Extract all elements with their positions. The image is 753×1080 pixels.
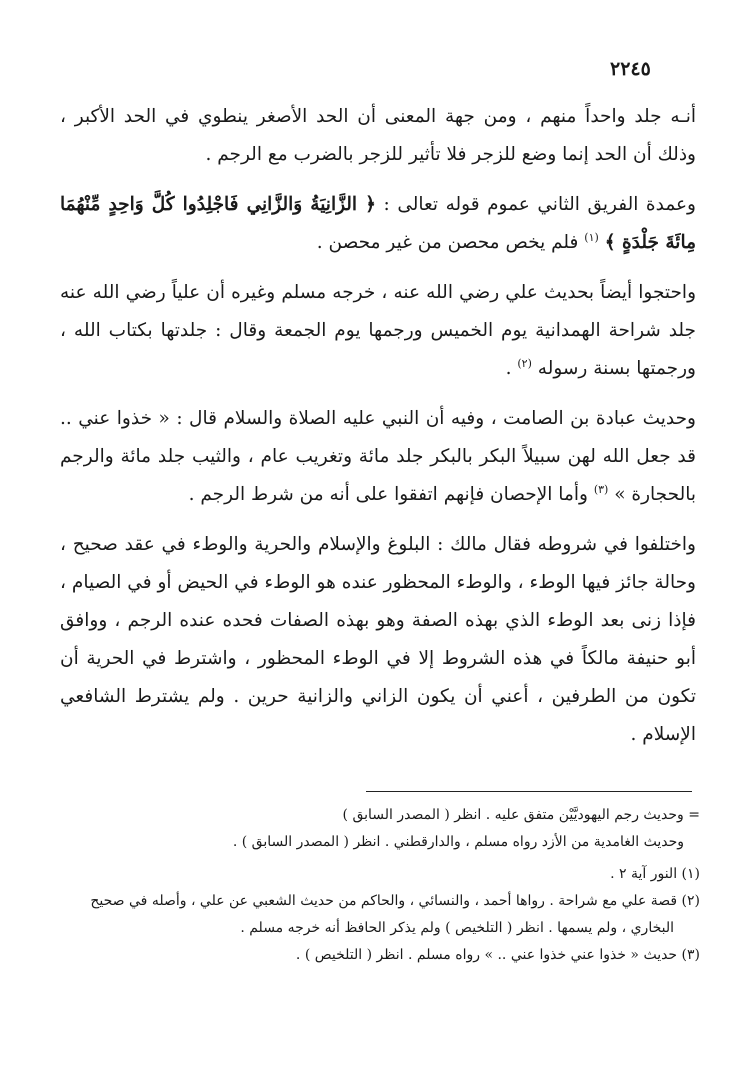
- paragraph-2: [60, 186, 696, 262]
- paragraph-1: أنـه جلد واحداً منهم ، ومن جهة المعنى أن الحد الأصغر ينطوي في الحد الأكبر ، وذلك أن الحد إنما وضع للزجر فلا تأثير للزجر بالضرب مع الرجم .: [60, 106, 696, 165]
- footnote-divider: [366, 791, 692, 792]
- paragraph-5: واختلفوا في شروطه فقال مالك : البلوغ والإسلام والحرية والوطء في عقد صحيح ، وحالة جائز فيها الوطء ، والوطء المحظور عنده هو الوطء في الحيض أو في الصيام ، فإذا زنى بعد الوطء الذي بهذه الصفة وهو بهذه الصفات فحده عنده الرجم ، ووافق أبو حنيفة مالكاً في هذه الشروط إلا في الوطء المحظور ، واشترط في الحرية أن تكون من الطرفين ، أعني أن يكون الزاني والزانية حرين . ولم يشترط الشافعي الإسلام .: [60, 534, 696, 745]
- paragraph-4-text: وحديث عبادة بن الصامت ، وفيه أن النبي عليه الصلاة والسلام قال : « خذوا عني .. قد جعل الله لهن سبيلاً البكر بالبكر جلد مائة وتغريب عام ، والثيب جلد مائة والرجم بالحجارة »: [60, 408, 696, 505]
- footnote-1: (١) النور آية ٢ .: [610, 866, 700, 882]
- paragraph-3: [60, 274, 696, 388]
- main-text: [60, 98, 696, 766]
- paragraph-3-tail: .: [505, 358, 518, 379]
- paragraph-2-lead: وعمدة الفريق الثاني عموم قوله تعالى :: [376, 194, 696, 215]
- paragraph-2-tail: فلم يخص محصن من غير محصن .: [316, 232, 585, 253]
- footnote-continuation-1: = وحديث رجم اليهوديَّيْن متفق عليه . انظر ( المصدر السابق ): [342, 807, 700, 823]
- footnote-ref-2: (٢): [517, 356, 532, 370]
- footnote-2: (٢) قصة علي مع شراحة . رواها أحمد ، والنسائي ، والحاكم من حديث الشعبي عن علي ، وأصله في صحيح البخاري ، ولم يسمها . انظر ( التلخيص ) ولم يذكر الحافظ أنه خرجه مسلم .: [90, 893, 700, 936]
- paragraph-3-text: واحتجوا أيضاً بحديث علي رضي الله عنه ، خرجه مسلم وغيره أن علياً رضي الله عنه جلد شراحة الهمدانية يوم الخميس ورجمها يوم الجمعة وقال : جلدتها بكتاب الله ، ورجمتها بسنة رسوله: [60, 282, 696, 379]
- page-number: ٢٢٤٥: [610, 58, 651, 80]
- footnote-ref-1: (١): [584, 230, 599, 244]
- footnote-continuation-2: وحديث الغامدية من الأزد رواه مسلم ، والدارقطني . انظر ( المصدر السابق ) .: [232, 834, 684, 850]
- footnote-3: (٣) حديث « خذوا عني خذوا عني .. » رواه مسلم . انظر ( التلخيص ) .: [295, 947, 700, 963]
- paragraph-4: [60, 400, 696, 514]
- footnotes: [60, 802, 700, 969]
- footnote-ref-3: (٣): [593, 482, 609, 496]
- quran-verse: ﴿ الزَّانِيَةُ وَالزَّانِي فَاجْلِدُوا كُلَّ وَاحِدٍ مِّنْهُمَا مِائَةَ جَلْدَةٍ ﴾: [60, 194, 696, 253]
- paragraph-4-tail: وأما الإحصان فإنهم اتفقوا على أنه من شرط الرجم .: [188, 484, 594, 505]
